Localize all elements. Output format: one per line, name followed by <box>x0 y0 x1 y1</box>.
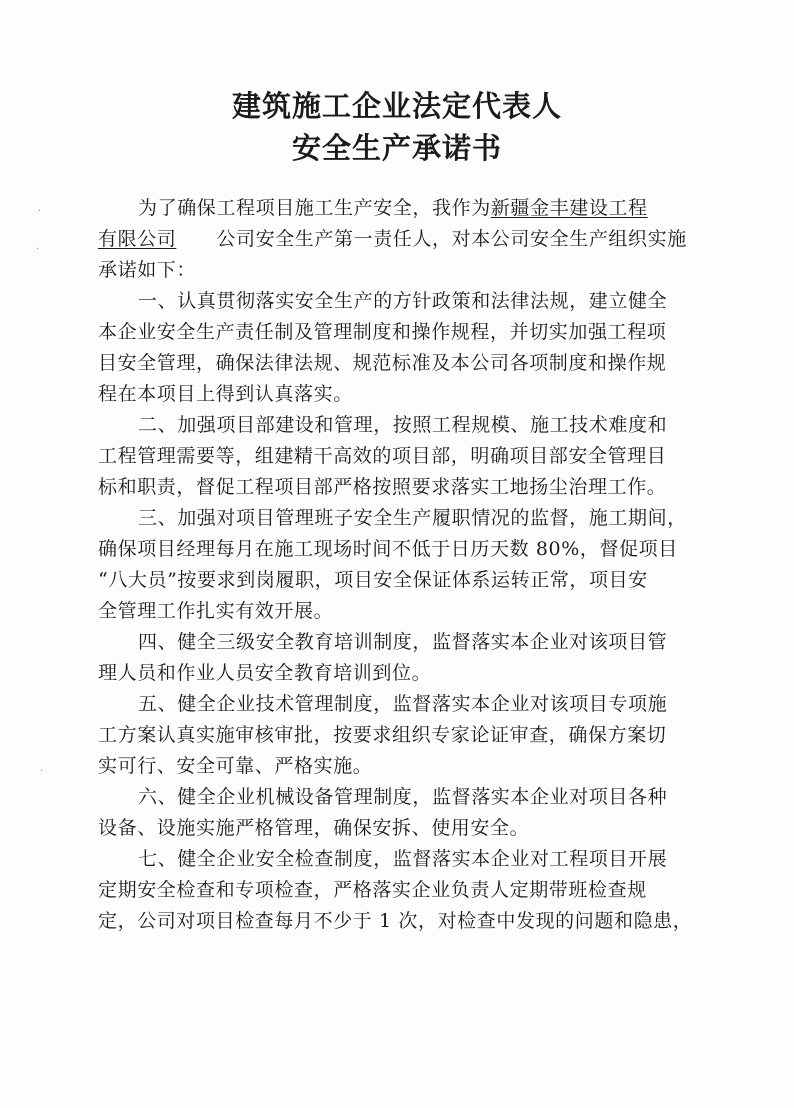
intro-suffix: 公司安全生产第一责任人，对本公司安全生产组织实施 <box>216 228 687 250</box>
document-title-line-2: 安全生产承诺书 <box>291 131 502 165</box>
scan-speck: · <box>38 206 42 217</box>
paragraph-2-line: 二、加强项目部建设和管理，按照工程规模、施工技术难度和 <box>138 414 668 436</box>
intro-line-2 <box>98 224 698 255</box>
paragraph-3-line: 三、加强对项目管理班子安全生产履职情况的监督，施工期间， <box>138 507 687 529</box>
paragraph-1-line: 程在本项目上得到认真落实。 <box>98 383 353 405</box>
scan-speck: · <box>40 766 44 777</box>
document-body <box>98 193 698 937</box>
intro-line-1 <box>98 193 698 224</box>
paragraph-4-line: 理人员和作业人员安全教育培训到位。 <box>98 662 432 684</box>
company-name-part-1: 新疆金丰建设工程 <box>490 197 648 219</box>
paragraph-7-line: 七、健全企业安全检查制度，监督落实本企业对工程项目开展 <box>138 848 668 870</box>
scan-speck: · <box>36 244 40 255</box>
paragraph-1-line: 一、认真贯彻落实安全生产的方针政策和法律法规，建立健全 <box>138 290 668 312</box>
paragraph-3-line: 确保项目经理每月在施工现场时间不低于日历天数 80%，督促项目 <box>98 538 678 560</box>
paragraph-7-line: 定，公司对项目检查每月不少于 1 次，对检查中发现的问题和隐患， <box>98 910 693 932</box>
document-title-line-1: 建筑施工企业法定代表人 <box>231 89 562 123</box>
paragraph-1-line: 目安全管理，确保法律法规、规范标准及本公司各项制度和操作规 <box>98 352 667 374</box>
paragraph-6-line: 设备、设施实施严格管理，确保安拆、使用安全。 <box>98 817 530 839</box>
paragraph-4-line: 四、健全三级安全教育培训制度，监督落实本企业对该项目管 <box>138 631 668 653</box>
paragraph-6-line: 六、健全企业机械设备管理制度，监督落实本企业对项目各种 <box>138 786 668 808</box>
paragraph-3-line: 全管理工作扎实有效开展。 <box>98 600 334 622</box>
paragraph-5-line: 实可行、安全可靠、严格实施。 <box>98 755 373 777</box>
paragraph-5-line: 工方案认真实施审核审批，按要求组织专家论证审查，确保方案切 <box>98 724 667 746</box>
paragraph-5-line: 五、健全企业技术管理制度，监督落实本企业对该项目专项施 <box>138 693 668 715</box>
paragraph-2-line: 标和职责，督促工程项目部严格按照要求落实工地扬尘治理工作。 <box>98 476 667 498</box>
paragraph-7-line: 定期安全检查和专项检查，严格落实企业负责人定期带班检查规 <box>98 879 647 901</box>
intro-line-3: 承诺如下： <box>98 259 197 281</box>
paragraph-1-line: 本企业安全生产责任制及管理制度和操作规程，并切实加强工程项 <box>98 321 667 343</box>
intro-prefix: 为了确保工程项目施工生产安全，我作为 <box>138 197 491 219</box>
paragraph-2-line: 工程管理需要等，组建精干高效的项目部，明确项目部安全管理目 <box>98 445 667 467</box>
company-name-part-2: 有限公司 <box>98 228 177 250</box>
paragraph-3-line: “八大员”按要求到岗履职，项目安全保证体系运转正常，项目安 <box>98 569 648 591</box>
